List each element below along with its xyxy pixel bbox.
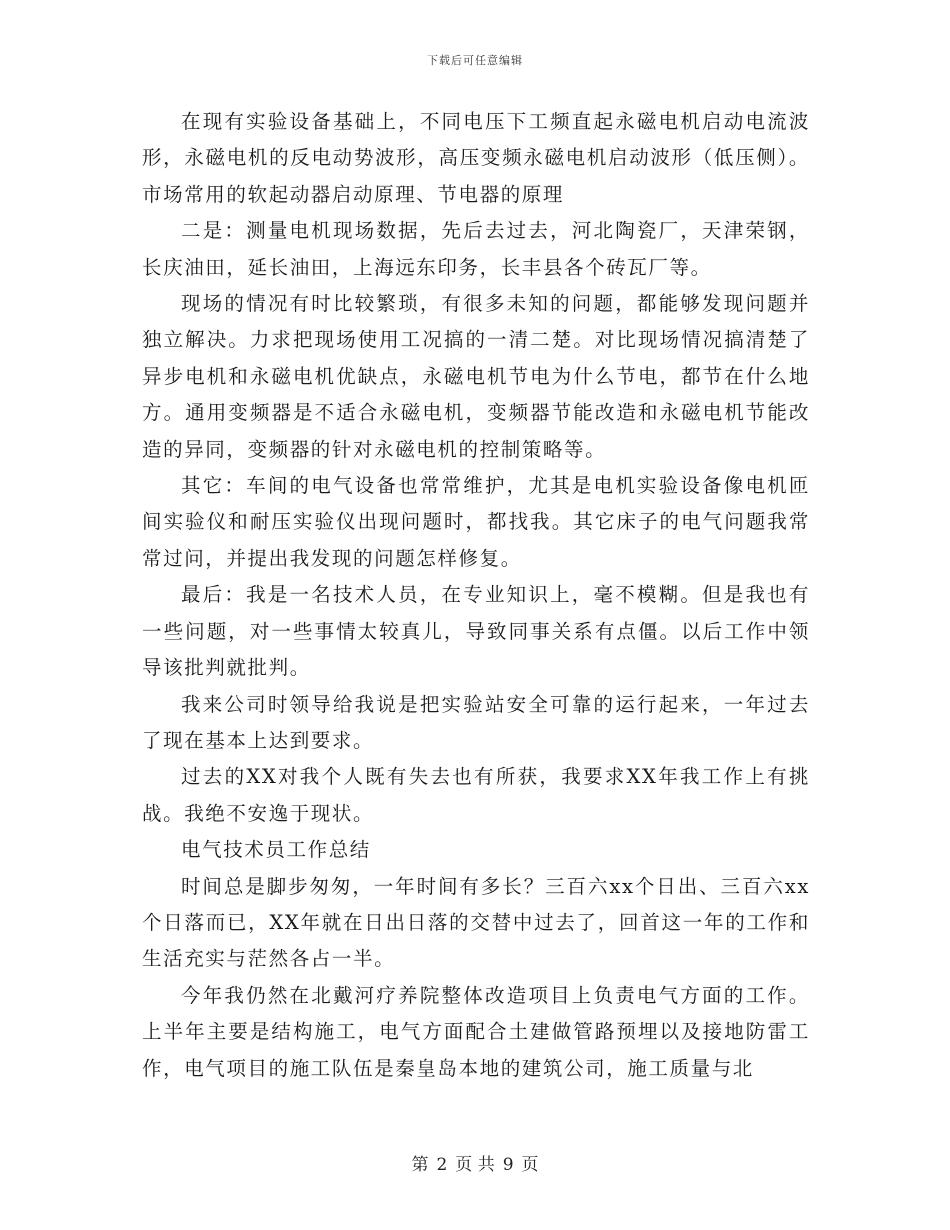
total-page-number: 9 <box>502 1155 514 1175</box>
paragraph: 我来公司时领导给我说是把实验站安全可靠的运行起来，一年过去了现在基本上达到要求。 <box>142 692 810 752</box>
paragraph: 最后：我是一名技术人员，在专业知识上，毫不模糊。但是我也有一些问题，对一些事情太较真儿，导致同事关系有点僵。以后工作中领导该批判就批判。 <box>142 583 810 680</box>
footer-prefix: 第 <box>411 1155 429 1175</box>
paragraph: 今年我仍然在北戴河疗养院整体改造项目上负责电气方面的工作。上半年主要是结构施工，电气方面配合土建做管路预埋以及接地防雷工作，电气项目的施工队伍是秦皇岛本地的建筑公司，施工质量与北 <box>142 983 810 1080</box>
page-footer <box>0 1150 950 1175</box>
paragraph: 二是：测量电机现场数据，先后去过去，河北陶瓷厂，天津荣钢，长庆油田，延长油田，上海远东印务，长丰县各个砖瓦厂等。 <box>142 219 810 279</box>
paragraph: 在现有实验设备基础上，不同电压下工频直起永磁电机启动电流波形，永磁电机的反电动势波形，高压变频永磁电机启动波形（低压侧）。市场常用的软起动器启动原理、节电器的原理 <box>142 110 810 206</box>
paragraph: 过去的XX对我个人既有失去也有所获，我要求XX年我工作上有挑战。我绝不安逸于现状。 <box>142 765 810 825</box>
section-heading: 电气技术员工作总结 <box>181 838 371 862</box>
footer-middle: 页 共 <box>455 1155 495 1175</box>
current-page-number: 2 <box>436 1155 448 1175</box>
paragraph: 现场的情况有时比较繁琐，有很多未知的问题，都能够发现问题并独立解决。力求把现场使用工况搞的一清二楚。对比现场情况搞清楚了异步电机和永磁电机优缺点，永磁电机节电为什么节电，都节在什么地方。通用变频器是不适合永磁电机，变频器节能改造和永磁电机节能改造的异同，变频器的针对永磁电机的控制策略等。 <box>142 292 810 461</box>
document-body <box>142 104 810 1087</box>
paragraph: 时间总是脚步匆匆，一年时间有多长？三百六xx个日出、三百六xx个日落而已，XX年就在日出日落的交替中过去了，回首这一年的工作和生活充实与茫然各占一半。 <box>142 874 810 971</box>
paragraph: 其它：车间的电气设备也常常维护，尤其是电机实验设备像电机匝间实验仪和耐压实验仪出现问题时，都找我。其它床子的电气问题我常常过问，并提出我发现的问题怎样修复。 <box>142 474 810 570</box>
page-header: 下载后可任意编辑 <box>427 54 523 67</box>
footer-suffix: 页 <box>521 1155 539 1175</box>
